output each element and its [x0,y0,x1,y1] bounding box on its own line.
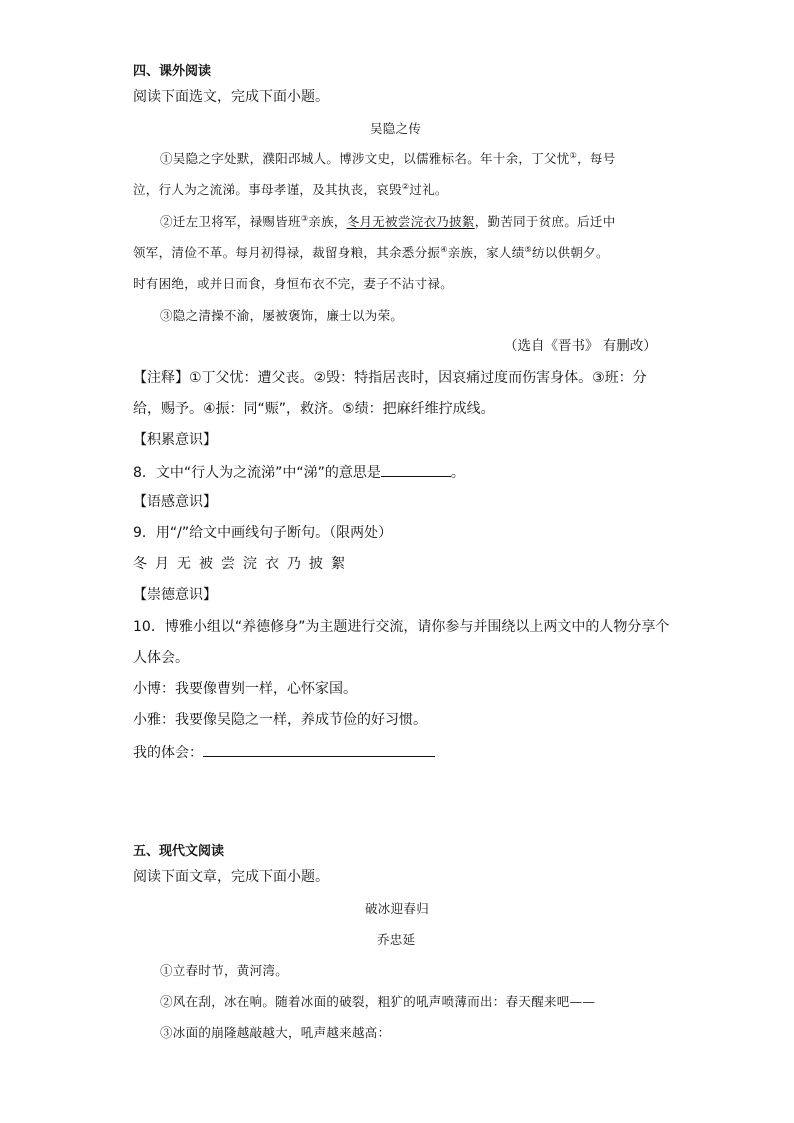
question-10-line-2: 人体会。 [133,650,189,666]
passage-paragraph-1-line-2: 泣，行人为之流涕。事母孝谨，及其执丧，哀毁②过礼。 [133,181,448,197]
xiaoya-statement: 小雅：我要像吴隐之一样，养成节俭的好习惯。 [133,712,427,728]
passage-title: 吴隐之传 [370,121,422,136]
article-paragraph-1: ①立春时节，黄河湾。 [160,963,289,978]
section-5-instruction: 阅读下面文章，完成下面小题。 [133,869,329,885]
passage-paragraph-2-line-2: 领军，清俭不革。每月初得禄，裁留身粮，其余悉分振④亲族，家人绩⑤纺以供朝夕。 [133,244,609,260]
passage-paragraph-2-line-1: ②迁左卫将军，禄赐皆班③亲族，冬月无被尝浣衣乃披絮，勤苦同于贫庶。后迁中 [160,213,616,229]
section-tag-accumulation: 【积累意识】 [133,432,217,448]
section-4-heading: 四、课外阅读 [133,64,212,79]
section-4-instruction: 阅读下面选文，完成下面小题。 [133,89,329,105]
notes-line-1: 【注释】①丁父忧：遭父丧。②毁：特指居丧时，因哀痛过度而伤害身体。③班：分 [133,370,647,386]
question-10-line-1: 10．博雅小组以“养德修身”为主题进行交流，请你参与并围绕以上两文中的人物分享个 [133,619,670,635]
question-9-sentence: 冬月无被尝浣衣乃披絮 [133,556,353,572]
article-paragraph-3: ③冰面的崩隆越敲越大，吼声越来越高： [160,1025,391,1040]
answer-blank[interactable] [203,744,435,757]
answer-blank[interactable] [381,464,451,477]
article-paragraph-2: ②风在刮，冰在响。随着冰面的破裂，粗犷的吼声喷薄而出：春天醒来吧—— [160,994,596,1009]
passage-paragraph-3: ③隐之清操不渝，屡被褒饰，廉士以为荣。 [160,308,404,323]
question-8: 8．文中“行人为之流涕”中“涕”的意思是 。 [133,465,465,481]
article-author: 乔忠延 [377,932,416,947]
section-tag-virtue: 【崇德意识】 [133,587,217,603]
article-title: 破冰迎春归 [365,901,430,916]
xiaobo-statement: 小博：我要像曹刿一样，心怀家国。 [133,681,357,697]
section-5-heading: 五、现代文阅读 [133,844,225,859]
footnote-marker: ② [401,181,410,191]
passage-paragraph-1-line-1: ①吴隐之字处默，濮阳邔城人。博涉文史，以儒雅标名。年十余，丁父忧①，每号 [160,150,616,166]
footnote-marker: ③ [300,213,309,223]
passage-source: （选自《晋书》 有删改） [504,338,657,354]
footnote-marker: ④ [440,244,448,254]
passage-paragraph-2-line-3: 时有困绝，或并日而食，身恒布衣不完，妻子不沾寸禄。 [133,276,454,291]
footnote-marker: ① [569,150,578,160]
footnote-marker: ⑤ [524,244,532,254]
section-tag-language-sense: 【语感意识】 [133,494,217,510]
notes-line-2: 给，赐予。④振：同“赈”，救济。⑤绩：把麻纤维拧成线。 [133,401,495,417]
question-9: 9．用“/”给文中画线句子断句。（限两处） [133,525,393,541]
underlined-sentence: 冬月无被尝浣衣乃披絮 [346,214,475,229]
my-reflection: 我的体会： [133,744,435,760]
